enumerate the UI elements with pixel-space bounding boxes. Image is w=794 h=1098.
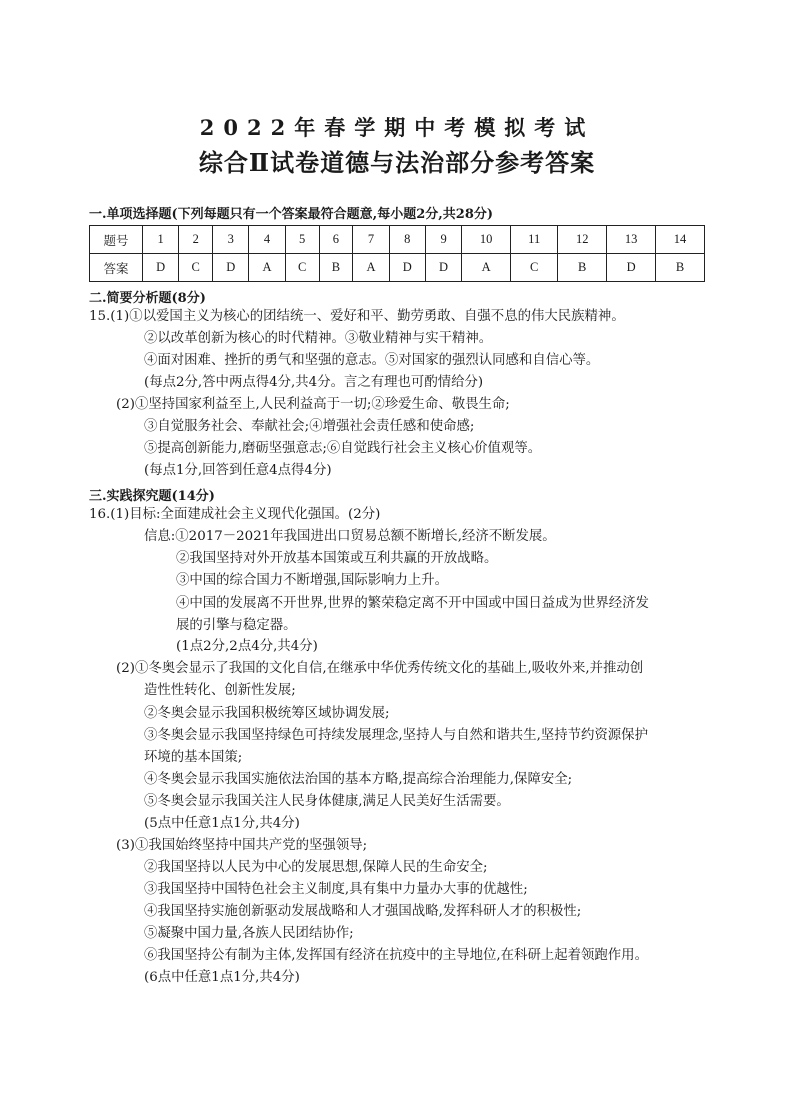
- section1-heading: 一.单项选择题(下列每题只有一个答案最符合题意,每小题2分,共28分): [89, 207, 494, 222]
- q16-1-line: ④中国的发展离不开世界,世界的繁荣稳定离不开中国或中国日益成为世界经济发: [176, 596, 649, 611]
- question-number: 6: [319, 226, 353, 254]
- question-number: 1: [143, 226, 179, 254]
- q16-3-line: (3)①我国始终坚持中国共产党的坚强领导;: [116, 838, 368, 853]
- answer-cell: C: [179, 254, 213, 282]
- row-label-numbers: 题号: [90, 226, 143, 254]
- question-number: 13: [607, 226, 656, 254]
- q16-2-line: 环境的基本国策;: [144, 750, 243, 765]
- answer-cell: B: [656, 254, 705, 282]
- q15-2-line: ⑤提高创新能力,磨砺坚强意志;⑥自觉践行社会主义核心价值观等。: [144, 441, 542, 456]
- question-number: 14: [656, 226, 705, 254]
- answer-cell: D: [389, 254, 425, 282]
- answer-cell: A: [249, 254, 285, 282]
- q16-2-line: (2)①冬奥会显示了我国的文化自信,在继承中华优秀传统文化的基础上,吸收外来,并推动创: [116, 661, 644, 676]
- q16-3-line: ②我国坚持以人民为中心的发展思想,保障人民的生命安全;: [144, 860, 488, 875]
- q16-3-line: ④我国坚持实施创新驱动发展战略和人才强国战略,发挥科研人才的积极性;: [144, 904, 582, 919]
- question-number: 4: [249, 226, 285, 254]
- answer-cell: C: [285, 254, 319, 282]
- q16-1-line: ③中国的综合国力不断增强,国际影响力上升。: [176, 573, 449, 588]
- q16-3-scoring-note: (6点中任意1点1分,共4分): [144, 970, 300, 985]
- q16-1-line: 信息:①2017－2021年我国进出口贸易总额不断增长,经济不断发展。: [144, 529, 556, 544]
- q16-1-line: ②我国坚持对外开放基本国策或互利共赢的开放战略。: [176, 551, 498, 566]
- answer-cell: D: [425, 254, 461, 282]
- answer-cell: A: [353, 254, 389, 282]
- question-number: 10: [462, 226, 511, 254]
- question-number: 9: [425, 226, 461, 254]
- question-number: 11: [511, 226, 558, 254]
- q16-2-scoring-note: (5点中任意1点1分,共4分): [144, 816, 300, 831]
- question-number: 2: [179, 226, 213, 254]
- answer-cell: B: [558, 254, 607, 282]
- question-number: 7: [353, 226, 389, 254]
- q15-1-line: ④面对困难、挫折的勇气和坚强的意志。⑤对国家的强烈认同感和自信心等。: [144, 353, 600, 368]
- q15-1-line: 15.(1)①以爱国主义为核心的团结统一、爱好和平、勤劳勇敢、自强不息的伟大民族精神。: [89, 309, 625, 324]
- section3-heading: 三.实践探究题(14分): [89, 489, 215, 504]
- q16-2-line: ②冬奥会显示我国积极统筹区域协调发展;: [144, 706, 390, 721]
- answer-cell: A: [462, 254, 511, 282]
- q15-2-line: ③自觉服务社会、奉献社会;④增强社会责任感和使命感;: [144, 419, 475, 434]
- answer-cell: D: [607, 254, 656, 282]
- q15-1-scoring-note: (每点2分,答中两点得4分,共4分。言之有理也可酌情给分): [144, 375, 484, 390]
- question-number: 5: [285, 226, 319, 254]
- q16-1-scoring-note: (1点2分,2点4分,共4分): [176, 639, 318, 654]
- question-number: 12: [558, 226, 607, 254]
- q16-1-line: 展的引擎与稳定器。: [176, 618, 297, 633]
- answer-cell: C: [511, 254, 558, 282]
- answer-table: [89, 225, 705, 282]
- q15-2-scoring-note: (每点1分,回答到任意4点得4分): [144, 463, 332, 478]
- question-number: 3: [213, 226, 249, 254]
- section2-heading: 二.简要分析题(8分): [89, 291, 206, 306]
- answer-cell: B: [319, 254, 353, 282]
- q16-3-line: ③我国坚持中国特色社会主义制度,具有集中力量办大事的优越性;: [144, 882, 528, 897]
- q16-3-line: ⑤凝聚中国力量,各族人民团结协作;: [144, 926, 354, 941]
- q16-3-line: ⑥我国坚持公有制为主体,发挥国有经济在抗疫中的主导地位,在科研上起着领跑作用。: [144, 948, 648, 963]
- q16-2-line: ④冬奥会显示我国实施依法治国的基本方略,提高综合治理能力,保障安全;: [144, 772, 573, 787]
- q16-2-line: ⑤冬奥会显示我国关注人民身体健康,满足人民美好生活需要。: [144, 794, 510, 809]
- exam-title: 2022年春学期中考模拟考试: [199, 115, 595, 140]
- answer-cell: D: [213, 254, 249, 282]
- q16-2-line: 造性性转化、创新性发展;: [144, 683, 296, 698]
- q16-2-line: ③冬奥会显示我国坚持绿色可持续发展理念,坚持人与自然和谐共生,坚持节约资源保护: [144, 728, 648, 743]
- table-row-numbers: [90, 226, 705, 254]
- q15-1-line: ②以改革创新为核心的时代精神。③敬业精神与实干精神。: [144, 331, 493, 346]
- table-row-answers: [90, 254, 705, 282]
- q16-1-line: 16.(1)目标:全面建成社会主义现代化强国。(2分): [89, 507, 381, 522]
- exam-subtitle: 综合Ⅱ试卷道德与法治部分参考答案: [198, 148, 596, 177]
- question-number: 8: [389, 226, 425, 254]
- answer-cell: D: [143, 254, 179, 282]
- q15-2-line: (2)①坚持国家利益至上,人民利益高于一切;②珍爱生命、敬畏生命;: [116, 397, 510, 412]
- row-label-answers: 答案: [90, 254, 143, 282]
